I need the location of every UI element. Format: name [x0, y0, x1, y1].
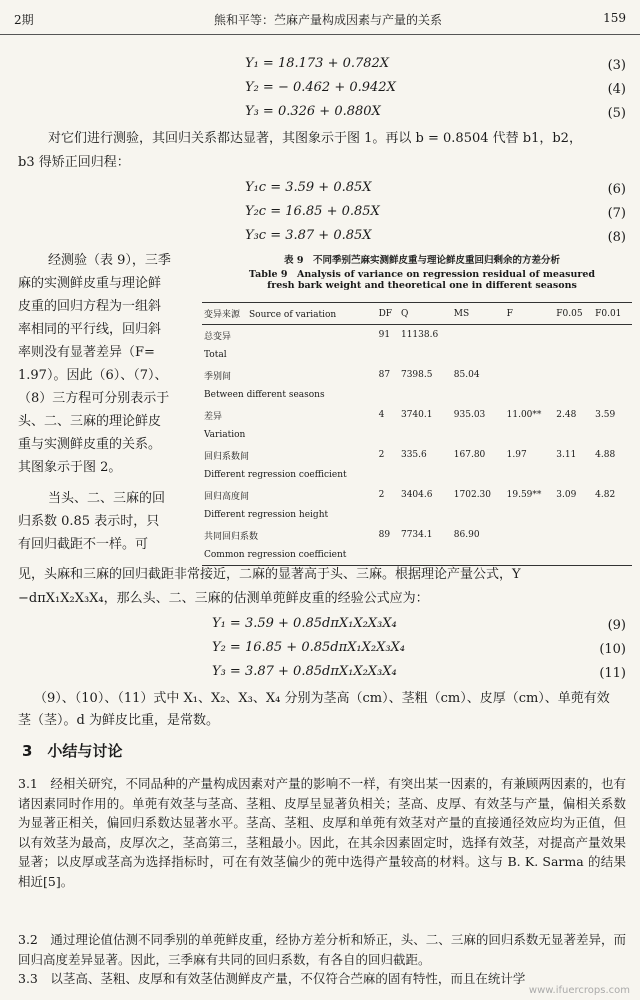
table-row: 总变异 91 11138.6 — [204, 330, 439, 342]
para3-line1: （9）、（10）、（11）式中 X₁、X₂、X₃、X₄ 分别为茎高（cm）、茎粗（cm）、皮厚（cm）、单蔸有效 — [34, 691, 610, 706]
table-row-en: Different regression height — [204, 510, 329, 520]
paragraph-3-1: 3.1 经相关研究，不同品种的产量构成因素对产量的影响不一样，有突出某一因素的，有兼顾两因素的，也有诸因素同时作用的。单蔸有效茎与茎高、茎粗、皮厚呈显著负相关；茎高、皮厚、有效茎与产量，偏相关系数为显著正相关，偏回归系数达显著水平。茎高、茎粗、皮厚和单蔸有效茎对产量的直接通径效应均为正值，但以有效茎为最高，皮厚次之，茎高第三，茎粗最小。因此，在其余因素固定时，选择有效茎，对提高产量效果显著；以皮厚或茎高为选择指标时，可在有效茎偏少的蔸中选得产量较高的材料。这与 B. K. Sarma 的结果相近[5]。 — [18, 776, 626, 889]
para1-line1: 对它们进行测验，其回归关系都达显著，其图象示于图 1。再以 b = 0.8504 代替 b1，b2， — [48, 131, 582, 146]
table-row: 共同回归系数 89 7734.1 86.90 — [204, 530, 480, 542]
para3-line2: 茎（茎）。d 为鲜皮比重，是常数。 — [18, 713, 219, 728]
anova-table — [202, 302, 632, 566]
table-row-en: Variation — [204, 430, 246, 440]
issue-number: 2期 — [14, 13, 34, 27]
col-df: DF — [377, 303, 399, 325]
table-row: 回归高度间 2 3404.6 1702.30 19.59** 3.09 4.82 — [204, 490, 616, 502]
col-f: F — [505, 303, 555, 325]
paragraph-3-3: 3.3 以茎高、茎粗、皮厚和有效茎估测鲜皮产量，不仅符合苎麻的固有特性，而且在统计学 — [18, 971, 526, 986]
col-source: 变异来源 Source of variation — [202, 303, 377, 325]
page-number: 159 — [603, 11, 626, 25]
table-row-en: Common regression coefficient — [202, 545, 632, 566]
table-row: 回归系数间 2 335.6 167.80 1.97 3.11 4.88 — [204, 450, 616, 462]
table-header-row — [202, 303, 632, 325]
table-caption-cn: 表 9 不同季别苎麻实测鲜皮重与理论鲜皮重回归剩余的方差分析 — [284, 255, 560, 266]
table-row: 差异 4 3740.1 935.03 11.00** 2.48 3.59 — [204, 410, 616, 422]
running-header — [0, 0, 640, 35]
table-caption-en-1: Table 9 Analysis of variance on regression residual of measured — [248, 269, 596, 280]
table-caption-en-2: fresh bark weight and theoretical one in different seasons — [267, 280, 577, 291]
running-title: 熊和平等：苎麻产量构成因素与产量的关系 — [214, 13, 443, 27]
col-ms: MS — [452, 303, 505, 325]
col-f005: F0.05 — [554, 303, 593, 325]
para1-line2: b3 得矫正回归程： — [18, 155, 130, 170]
para2-line2: −dπX₁X₂X₃X₄，那么头、二、三麻的估测单蔸鲜皮重的经验公式应为： — [18, 591, 429, 606]
col-q: Q — [399, 303, 452, 325]
table-row-en: Between different seasons — [204, 390, 325, 400]
paragraph-3-2: 3.2 通过理论值估测不同季别的单蔸鲜皮重，经协方差分析和矫正，头、二、三麻的回归系数无显著差异，而回归高度差异显著。因此，三季麻有共同的回归系数，有各自的回归截距。 — [18, 932, 626, 967]
watermark: www.ifuercrops.com — [528, 985, 630, 996]
section-title: 3 小结与讨论 — [22, 742, 123, 760]
table-row-en: Total — [204, 350, 227, 360]
table-row-en: Different regression coefficient — [204, 470, 347, 480]
col-f001: F0.01 — [593, 303, 632, 325]
para2-line1: 见，头麻和三麻的回归截距非常接近，二麻的显著高于头、三麻。根据理论产量公式，Y — [18, 567, 521, 582]
table-row: 季别间 87 7398.5 85.04 — [204, 370, 480, 382]
